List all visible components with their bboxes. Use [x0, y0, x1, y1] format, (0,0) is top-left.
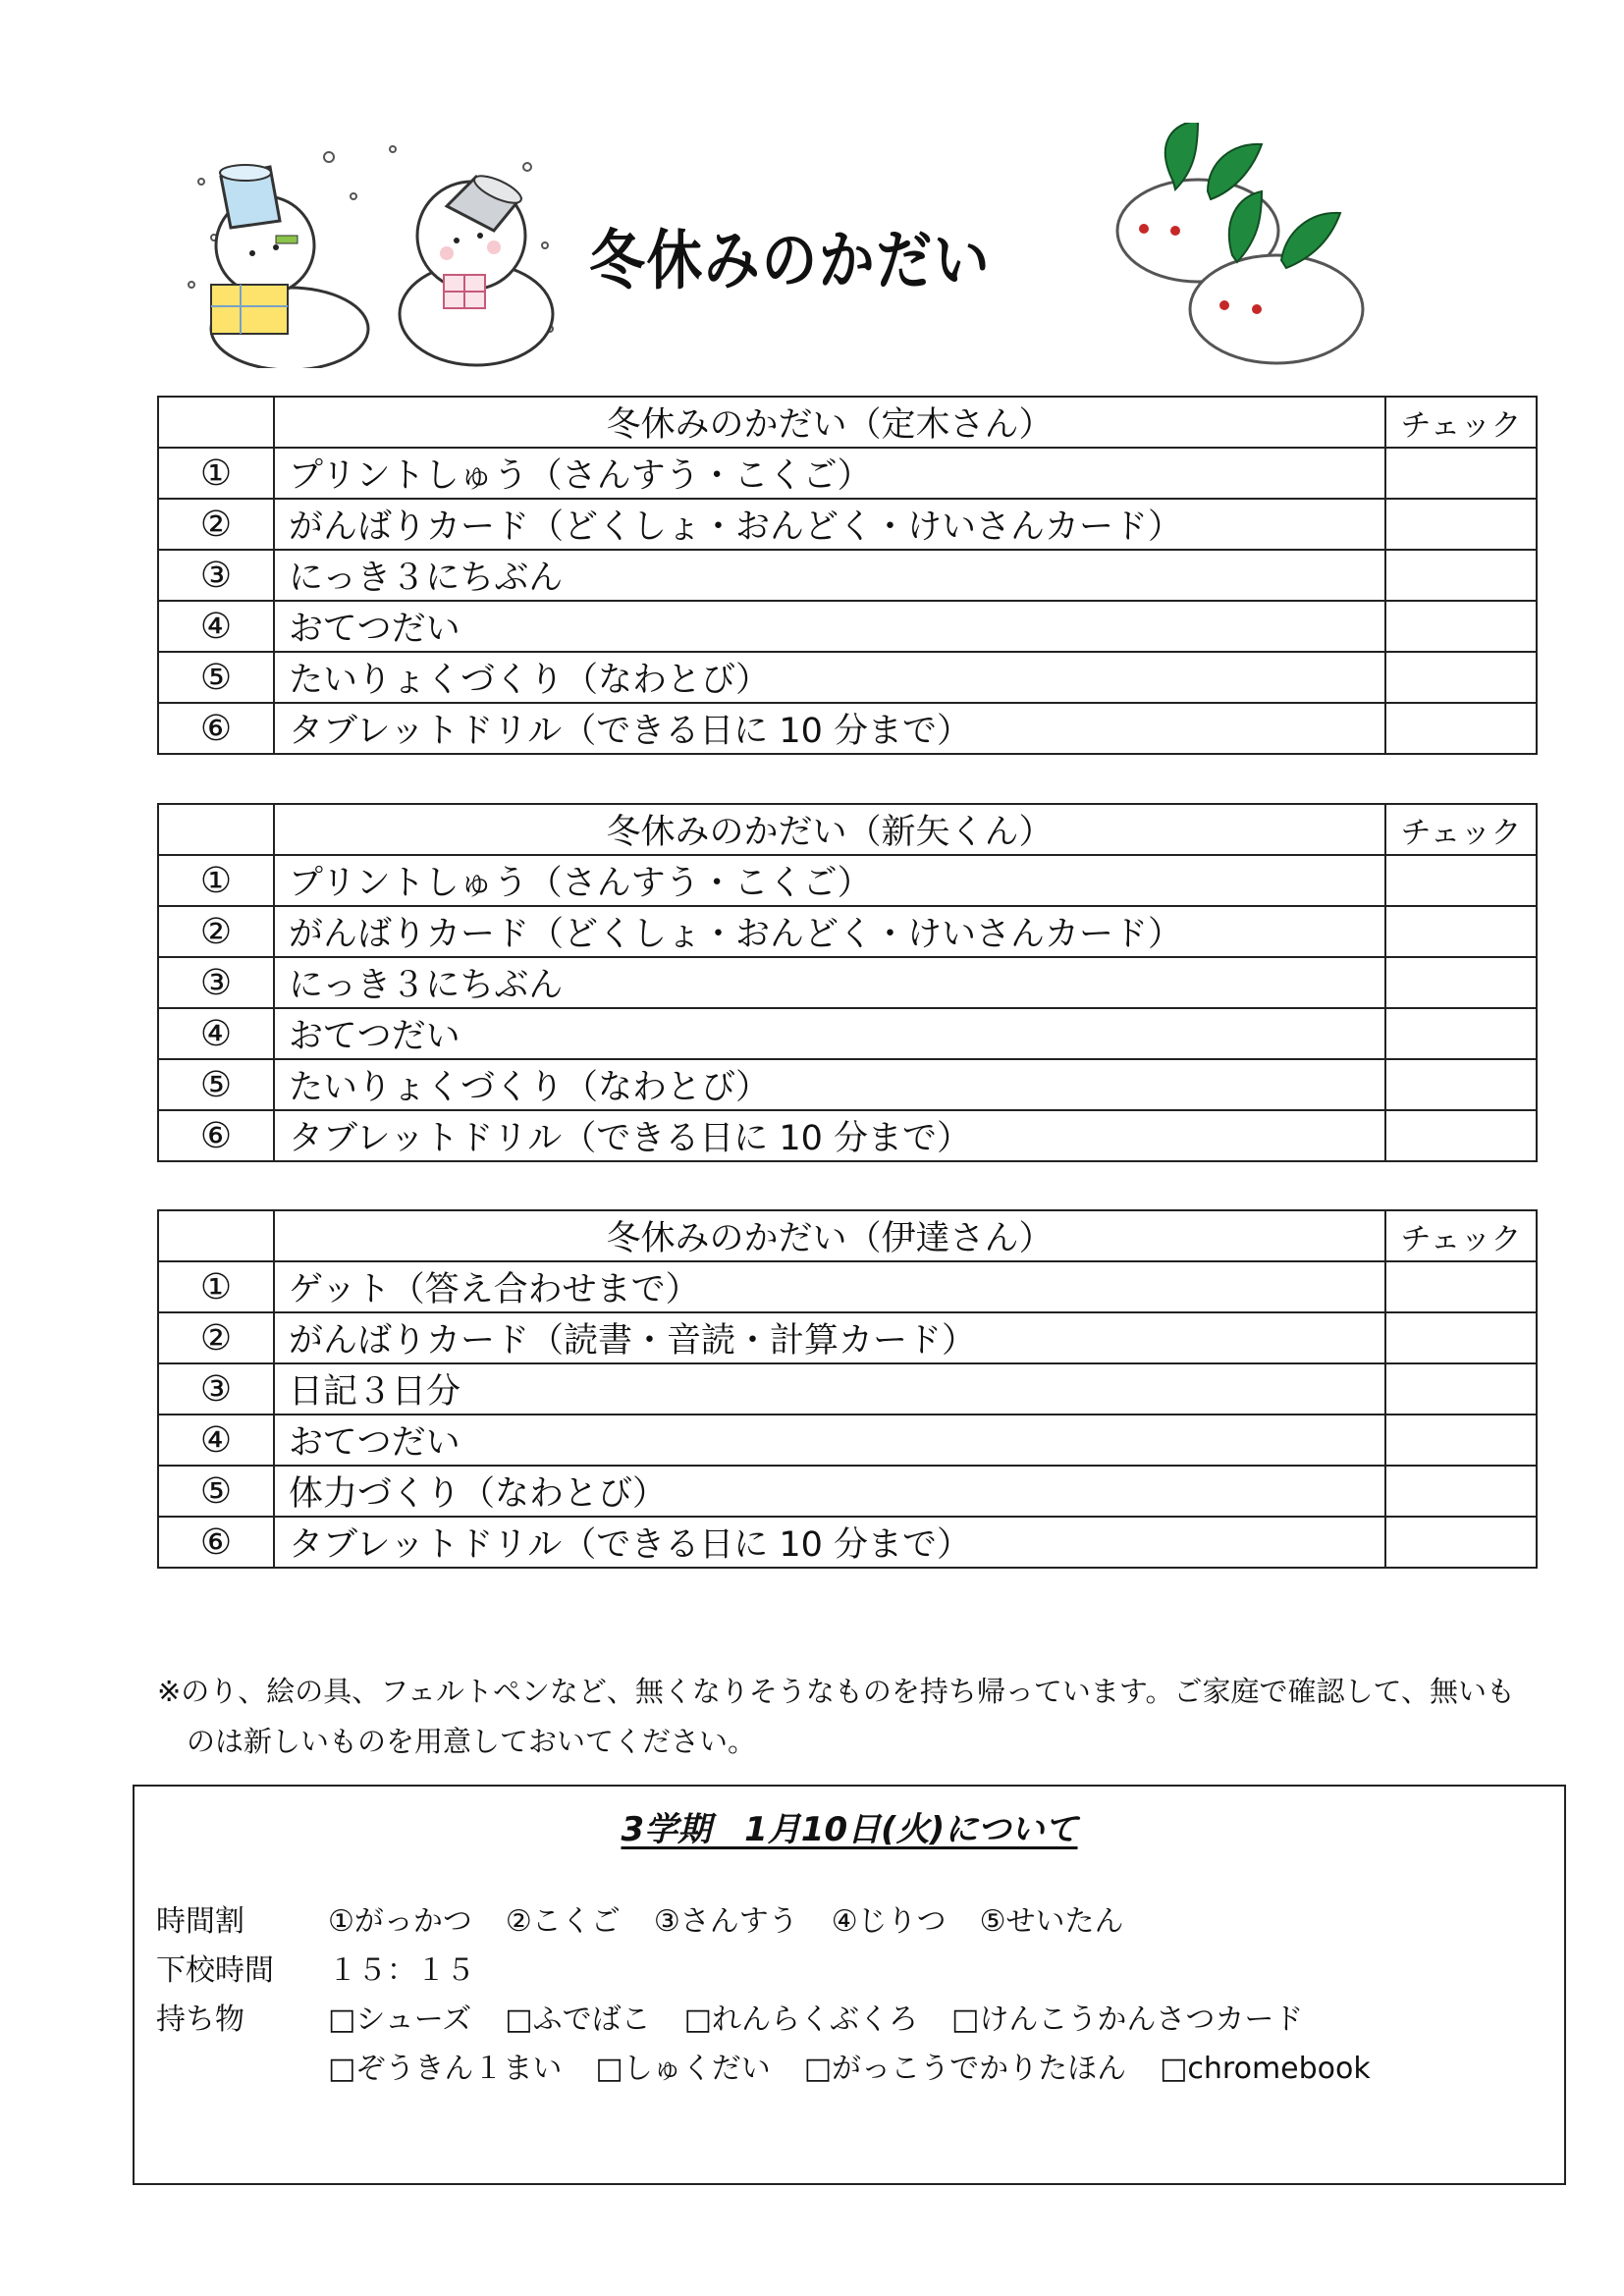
task-cell: にっき３にちぶん [274, 957, 1385, 1008]
row-number: ④ [158, 1415, 274, 1466]
snow-rabbits-illustration [1114, 123, 1370, 368]
task-cell: たいりょくづくり（なわとび） [274, 652, 1385, 703]
homework-table-2 [157, 803, 1538, 1162]
check-cell[interactable] [1385, 1008, 1537, 1059]
row-number: ⑤ [158, 1466, 274, 1517]
header-blank-cell [158, 804, 274, 855]
row-number: ④ [158, 1008, 274, 1059]
row-number: ⑥ [158, 1517, 274, 1568]
schedule-item: ①がっかつ [328, 1904, 472, 1939]
dismissal-label: 下校時間 [156, 1953, 274, 1988]
check-cell[interactable] [1385, 1110, 1537, 1161]
check-cell[interactable] [1385, 957, 1537, 1008]
belonging-item[interactable]: □れんらくぶくろ [683, 2002, 918, 2037]
term-info-title: 3学期 1月10日(火)について [621, 1810, 1078, 1849]
check-column-header: チェック [1385, 1210, 1537, 1261]
table-header-row [158, 397, 1537, 448]
table-row [158, 448, 1537, 499]
check-cell[interactable] [1385, 1363, 1537, 1415]
check-cell[interactable] [1385, 1517, 1537, 1568]
table-row [158, 1363, 1537, 1415]
task-cell: おてつだい [274, 1415, 1385, 1466]
table-row [158, 1008, 1537, 1059]
schedule-item: ③さんすう [653, 1904, 798, 1939]
check-cell[interactable] [1385, 1059, 1537, 1110]
table-row [158, 1517, 1537, 1568]
schedule-item: ②こくご [505, 1904, 621, 1939]
row-number: ③ [158, 1363, 274, 1415]
table-heading: 冬休みのかだい（伊達さん） [274, 1210, 1385, 1261]
table-heading: 冬休みのかだい（新矢くん） [274, 804, 1385, 855]
homework-table-3 [157, 1209, 1538, 1569]
row-number: ③ [158, 957, 274, 1008]
belonging-item[interactable]: □ぞうきん１まい [328, 2052, 563, 2086]
row-number: ① [158, 1261, 274, 1312]
row-number: ① [158, 855, 274, 906]
row-number: ③ [158, 550, 274, 601]
check-cell[interactable] [1385, 855, 1537, 906]
note-line-1: ※のり、絵の具、フェルトペンなど、無くなりそうなものを持ち帰っています。ご家庭で確認して、無いも [157, 1675, 1515, 1708]
dismissal-time: １５：１５ [328, 1953, 475, 1988]
row-number: ⑤ [158, 1059, 274, 1110]
snowmen-illustration [182, 137, 565, 368]
table-row [158, 957, 1537, 1008]
table-row [158, 1466, 1537, 1517]
task-cell: おてつだい [274, 1008, 1385, 1059]
task-cell: プリントしゅう（さんすう・こくご） [274, 855, 1385, 906]
task-cell: タブレットドリル（できる日に 10 分まで） [274, 1517, 1385, 1568]
task-cell: 日記３日分 [274, 1363, 1385, 1415]
belongings-label: 持ち物 [156, 2002, 244, 2037]
table-row [158, 1261, 1537, 1312]
table-row [158, 1110, 1537, 1161]
schedule-label: 時間割 [156, 1904, 244, 1939]
check-cell[interactable] [1385, 652, 1537, 703]
task-cell: 体力づくり（なわとび） [274, 1466, 1385, 1517]
header-blank-cell [158, 397, 274, 448]
table-heading: 冬休みのかだい（定木さん） [274, 397, 1385, 448]
check-cell[interactable] [1385, 1415, 1537, 1466]
page-title: 冬休みのかだい [589, 223, 992, 298]
table-row [158, 499, 1537, 550]
check-cell[interactable] [1385, 601, 1537, 652]
task-cell: タブレットドリル（できる日に 10 分まで） [274, 1110, 1385, 1161]
table-row [158, 601, 1537, 652]
homework-table-1 [157, 396, 1538, 755]
belonging-item[interactable]: □がっこうでかりたほん [803, 2052, 1127, 2086]
belonging-item[interactable]: □chromebook [1160, 2052, 1371, 2086]
task-cell: にっき３にちぶん [274, 550, 1385, 601]
check-cell[interactable] [1385, 448, 1537, 499]
task-cell: がんばりカード（読書・音読・計算カード） [274, 1312, 1385, 1363]
term-info-box [133, 1785, 1566, 2185]
table-header-row [158, 804, 1537, 855]
schedule-list [328, 1896, 1158, 1940]
task-cell: ゲット（答え合わせまで） [274, 1261, 1385, 1312]
check-cell[interactable] [1385, 550, 1537, 601]
check-cell[interactable] [1385, 1466, 1537, 1517]
belonging-item[interactable]: □シューズ [328, 2002, 472, 2037]
check-column-header: チェック [1385, 397, 1537, 448]
check-cell[interactable] [1385, 1261, 1537, 1312]
check-column-header: チェック [1385, 804, 1537, 855]
schedule-item: ④じりつ [831, 1904, 947, 1939]
row-number: ⑥ [158, 703, 274, 754]
task-cell: がんばりカード（どくしょ・おんどく・けいさんカード） [274, 906, 1385, 957]
task-cell: タブレットドリル（できる日に 10 分まで） [274, 703, 1385, 754]
task-cell: がんばりカード（どくしょ・おんどく・けいさんカード） [274, 499, 1385, 550]
row-number: ⑤ [158, 652, 274, 703]
belongings-list-2 [328, 2044, 1404, 2087]
row-number: ② [158, 1312, 274, 1363]
row-number: ① [158, 448, 274, 499]
table-row [158, 652, 1537, 703]
task-cell: おてつだい [274, 601, 1385, 652]
belonging-item[interactable]: □しゅくだい [595, 2052, 771, 2086]
task-cell: たいりょくづくり（なわとび） [274, 1059, 1385, 1110]
table-row [158, 906, 1537, 957]
table-row [158, 855, 1537, 906]
note-line-2: のは新しいものを用意しておいてください。 [187, 1725, 757, 1758]
belonging-item[interactable]: □けんこうかんさつカード [950, 2002, 1304, 2037]
check-cell[interactable] [1385, 906, 1537, 957]
belongings-note [157, 1667, 1542, 1767]
table-row [158, 550, 1537, 601]
table-row [158, 703, 1537, 754]
task-cell: プリントしゅう（さんすう・こくご） [274, 448, 1385, 499]
belonging-item[interactable]: □ふでばこ [505, 2002, 651, 2037]
row-number: ④ [158, 601, 274, 652]
belongings-list-1 [328, 1995, 1336, 2038]
check-cell[interactable] [1385, 703, 1537, 754]
table-row [158, 1312, 1537, 1363]
table-row [158, 1415, 1537, 1466]
schedule-item: ⑤せいたん [979, 1904, 1124, 1939]
row-number: ② [158, 906, 274, 957]
header-blank-cell [158, 1210, 274, 1261]
table-row [158, 1059, 1537, 1110]
table-header-row [158, 1210, 1537, 1261]
row-number: ② [158, 499, 274, 550]
check-cell[interactable] [1385, 1312, 1537, 1363]
row-number: ⑥ [158, 1110, 274, 1161]
check-cell[interactable] [1385, 499, 1537, 550]
